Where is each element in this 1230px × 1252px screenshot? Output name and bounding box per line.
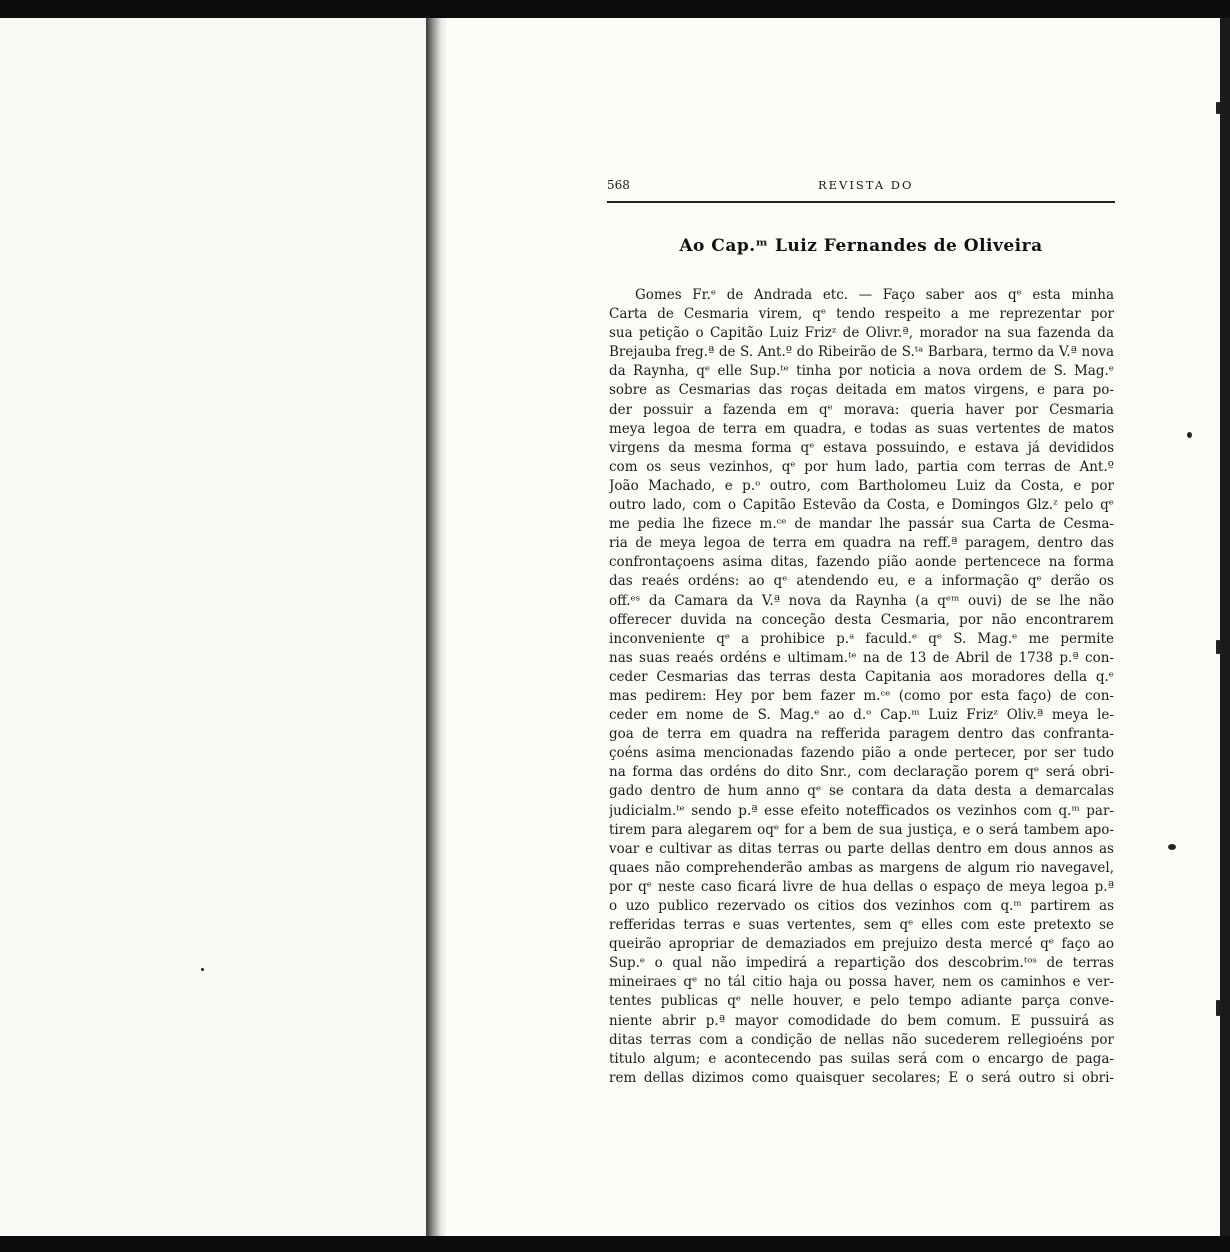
text-line: ditas terras com a condição de nellas não sucederem rellegioéns por: [609, 1031, 1114, 1048]
scan-speck: [1216, 102, 1220, 114]
running-head: REVISTA DO: [818, 178, 914, 192]
header-rule: [607, 201, 1115, 203]
page-header: [607, 178, 1115, 198]
text-line: queirão apropriar de demaziados em prejuizo desta mercé qᵉ faço ao: [609, 936, 1114, 953]
text-line: Carta de Cesmaria virem, qᵉ tendo respeito a me reprezentar por: [609, 306, 1114, 323]
text-line: com os seus vezinhos, qᵉ por hum lado, partia com terras de Ant.º: [609, 458, 1114, 475]
text-line: Brejauba freg.ª de S. Ant.º do Ribeirão de S.ᵗᵃ Barbara, termo da V.ª nova: [609, 344, 1114, 361]
text-line: ceder em nome de S. Mag.ᵉ ao d.ᵒ Cap.ᵐ Luiz Frizᶻ Oliv.ª meya le-: [609, 707, 1114, 724]
left-page: [0, 18, 432, 1236]
scan-speck: [1168, 844, 1176, 850]
text-line: refferidas terras e suas vertentes, sem qᵉ elles com este pretexto se: [609, 917, 1114, 934]
body-text: [609, 286, 1114, 1088]
text-line: da Raynha, qᵉ elle Sup.ᵗᵉ tinha por noticia a nova ordem de S. Mag.ᵉ: [609, 363, 1114, 380]
text-line: Sup.ᵉ o qual não impedirá a repartição dos descobrim.ᵗᵒˢ de terras: [609, 955, 1114, 972]
text-line: çoéns asima mencionadas fazendo pião a onde pertecer, por ser tudo: [609, 745, 1114, 762]
text-line: rem dellas dizimos como quaisquer secolares; E o será outro si obri-: [609, 1069, 1114, 1086]
text-line: outro lado, com o Capitão Estevão da Costa, e Domingos Glz.ᶻ pelo qᵉ: [609, 497, 1114, 514]
text-line: sobre as Cesmarias das roças deitada em matos virgens, e para po-: [609, 382, 1114, 399]
text-line: inconveniente qᵉ a prohibice p.ᵃ faculd.ᵉ qᵉ S. Mag.ᵉ me permite: [609, 630, 1114, 647]
text-line: das reaés ordéns: ao qᵉ atendendo eu, e a informação qᵉ derão os: [609, 573, 1114, 590]
text-line: niente abrir p.ª mayor comodidade do bem comum. E pussuirá as: [609, 1012, 1114, 1029]
text-line: o uzo publico rezervado os citios dos vezinhos com q.ᵐ partirem as: [609, 898, 1114, 914]
text-line: meya legoa de terra em quadra, e todas as suas vertentes de matos: [609, 420, 1114, 437]
text-line: João Machado, e p.ᵒ outro, com Bartholomeu Luiz da Costa, e por: [609, 477, 1114, 494]
document-title: Ao Cap.ᵐ Luiz Fernandes de Oliveira: [679, 236, 1043, 256]
scan-speck: [1216, 1000, 1220, 1016]
text-line: me pedia lhe fizece m.ᶜᵉ de mandar lhe passár sua Carta de Cesma-: [609, 516, 1114, 533]
text-line: ria de meya legoa de terra em quadra na reff.ª paragem, dentro das: [609, 535, 1114, 552]
text-line: virgens da mesma forma qᵉ estava possuindo, e estava já devididos: [609, 439, 1114, 456]
text-line: Gomes Fr.ᵉ de Andrada etc. — Faço saber aos qᵉ esta minha: [635, 287, 1114, 303]
text-line: nas suas reaés ordéns e ultimam.ᵗᵉ na de 13 de Abril de 1738 p.ª con-: [609, 649, 1114, 666]
text-line: judicialm.ᵗᵉ sendo p.ª esse efeito notefficados os vezinhos com q.ᵐ par-: [609, 802, 1114, 819]
text-line: por qᵉ neste caso ficará livre de hua dellas o espaço de meya legoa p.ª: [609, 878, 1114, 895]
scan-speck: [1216, 640, 1220, 654]
page-number: 568: [607, 178, 630, 192]
text-line: der possuir a fazenda em qᵉ morava: queria haver por Cesmaria: [609, 401, 1114, 418]
text-line: confrontaçoens asima ditas, fazendo pião aonde pertencece na forma: [609, 554, 1114, 571]
scan-speck: [1187, 432, 1192, 438]
text-line: offerecer duvida na conceção desta Cesmaria, por não encontrarem: [609, 611, 1114, 628]
text-line: off.ᵉˢ da Camara da V.ª nova da Raynha (a qᵉᵐ ouvi) de se lhe não: [609, 592, 1114, 609]
text-line: tirem para alegarem oqᵉ for a bem de sua justiça, e o será tambem apo-: [609, 821, 1114, 838]
text-line: mineiraes qᵉ no tál citio haja ou possa haver, nem os caminhos e ver-: [609, 974, 1114, 991]
text-line: na forma das ordéns do dito Snr., com declaração porem qᵉ será obri-: [609, 764, 1114, 781]
text-line: quaes não comprehenderão ambas as margens de algum rio navegavel,: [609, 859, 1114, 876]
scan-speck: [201, 968, 204, 971]
book-gutter: [426, 18, 448, 1236]
text-line: titulo algum; e acontecendo pas suilas será com o encargo de paga-: [609, 1050, 1114, 1067]
text-line: tentes publicas qᵉ nelle houver, e pelo tempo adiante parça conve-: [609, 993, 1114, 1010]
text-line: ceder Cesmarias das terras desta Capitania aos moradores della q.ᵉ: [609, 668, 1114, 685]
page-edge-shadow: [1220, 18, 1230, 1236]
text-line: goa de terra em quadra na refferida paragem dentro das confranta-: [609, 726, 1114, 743]
text-line: gado dentro de hum anno qᵉ se contara da data desta a demarcalas: [609, 783, 1114, 800]
text-line: voar e cultivar as ditas terras ou parte dellas dentro em dous annos as: [609, 840, 1114, 857]
text-line: sua petição o Capitão Luiz Frizᶻ de Olivr.ª, morador na sua fazenda da: [609, 325, 1114, 342]
text-line: mas pedirem: Hey por bem fazer m.ᶜᵉ (como por esta faço) de con-: [609, 687, 1114, 704]
